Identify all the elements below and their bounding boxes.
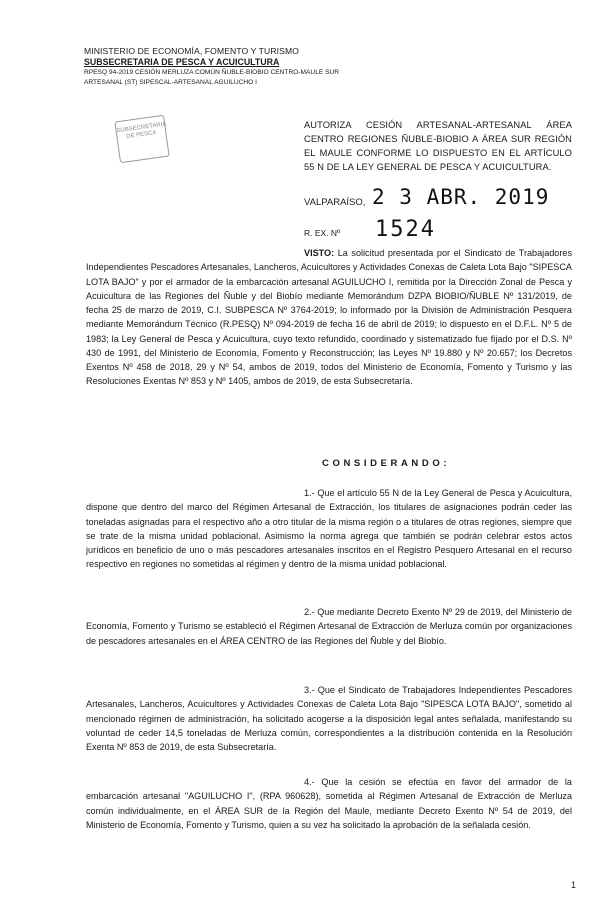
paragraph-3: 3.- Que el Sindicato de Trabajadores Independientes Pescadores Artesanales, Lancheros, Acuicultores y Actividades Conexas de Caleta Lota Bajo "SIPESCA LOTA BAJO", sometido al mencionado régimen de administración, ha solicitado acogerse a la disposición legal antes señalada, manifestando su voluntad de ceder 14,5 toneladas de Merluza común, correspondientes a la distribución contenida en la Resolución Exenta Nº 853 de 2019, de esta Subsecretaría. (86, 685, 572, 752)
stamp-text: SUBSECRETARIA DE PESCA (116, 121, 167, 141)
date-stamp: 2 3 ABR. 2019 (372, 185, 550, 209)
received-stamp (114, 115, 169, 164)
resolution-number: 1524 (375, 217, 436, 242)
considerando-2 (86, 605, 572, 648)
paragraph-4: 4.- Que la cesión se efectúa en favor del armador de la embarcación artesanal "AGUILUCHO I", (RPA 960628), sometida al Régimen Artesanal de Extracción de Merluza común individualmente, en el ÁREA SUR de la Región del Maule, mediante Decreto Exento Nº 54 de 2019, del Ministerio de Economía, Fomento y Turismo, quien a su vez ha solicitado la aprobación de la señalada cesión. (86, 777, 572, 830)
resolution-title: AUTORIZA CESIÓN ARTESANAL-ARTESANAL ÁREA CENTRO REGIONES ÑUBLE-BIOBIO A ÁREA SUR REGIÓN EL MAULE CONFORME LO DISPUESTO EN EL ARTÍCULO 55 N DE LA LEY GENERAL DE PESCA Y ACUICULTURA. (304, 120, 572, 172)
paragraph-1: 1.- Que el artículo 55 N de la Ley General de Pesca y Acuicultura, dispone que dentro del marco del Régimen Artesanal de Extracción, los titulares de asignaciones podrán ceder las toneladas asignadas para el respectivo año a otro titular de la misma región o a titulares de otras regiones, siempre que se trate de la misma unidad poblacional. Asimismo la norma agrega que también se podrán celebrar estos actos jurídicos en beneficio de uno o más pescadores artesanales inscritos en el Registro Pesquero Artesanal en el recurso respectivo en regiones no sometidas al régimen y dentro de la misma unidad poblacional. (86, 488, 572, 570)
place-label: VALPARAÍSO, (304, 197, 366, 208)
visto-section (86, 246, 572, 389)
resolution-number-label: R. EX. Nº (304, 228, 341, 238)
reference-line-1: RPESQ 94-2019 CESIÓN MERLUZA COMÚN ÑUBLE-BIOBIO CENTRO-MAULE SUR (84, 69, 340, 76)
ministry-name: MINISTERIO DE ECONOMÍA, FOMENTO Y TURISMO (84, 46, 299, 56)
visto-text: La solicitud presentada por el Sindicato de Trabajadores Independientes Pescadores Artesanales, Lancheros, Acuicultores y Actividades Conexas de Caleta Lota Bajo "SIPESCA LOTA BAJO" y por el armador de la embarcación artesanal AGUILUCHO I, remitida por la Dirección Zonal de Pesca y Acuicultura de las Regiones del Ñuble y del Biobío mediante Memorándum DZPA BIOBIO/ÑUBLE Nº 131/2019, de fecha 25 de marzo de 2019, C.I. SUBPESCA Nº 3764-2019; lo informado por la División de Administración Pesquera mediante Memorándum Técnico (R.PESQ) Nº 094-2019 de fecha 16 de abril de 2019; lo dispuesto en el D.F.L. Nº 5 de 1983; la Ley General de Pesca y Acuicultura, cuyo texto refundido, coordinado y sistematizado fue fijado por el D.S. Nº 430 de 1991, del Ministerio de Economía, Fomento y Reconstrucción; las Leyes Nº 19.880 y Nº 20.657; los Decretos Exentos Nº 458 de 2018, 29 y Nº 54, ambos de 2019, todos del Ministerio de Economía, Fomento y Turismo y las Resoluciones Exentas Nº 853 y Nº 1405, ambos de 2019, de esta Subsecretaría. (86, 248, 572, 387)
considerando-1 (86, 486, 572, 572)
visto-label: VISTO: (304, 248, 335, 258)
subsecretaria-name: SUBSECRETARIA DE PESCA Y ACUICULTURA (84, 57, 280, 67)
paragraph-2: 2.- Que mediante Decreto Exento Nº 29 de 2019, del Ministerio de Economía, Fomento y Turismo se estableció el Régimen Artesanal de Extracción de Merluza común por organizaciones de pescadores artesanales en el ÁREA CENTRO de las Regiones del Ñuble y del Biobío. (86, 607, 572, 646)
considerando-heading: CONSIDERANDO: (322, 458, 451, 469)
visto-paragraph (86, 246, 572, 389)
considerando-4 (86, 775, 572, 832)
letterhead (84, 46, 404, 87)
page-number: 1 (570, 880, 576, 890)
reference-line-2: ARTESANAL (ST) SIPESCAL-ARTESANAL AGUILUCHO I (84, 78, 257, 86)
considerando-3 (86, 683, 572, 754)
